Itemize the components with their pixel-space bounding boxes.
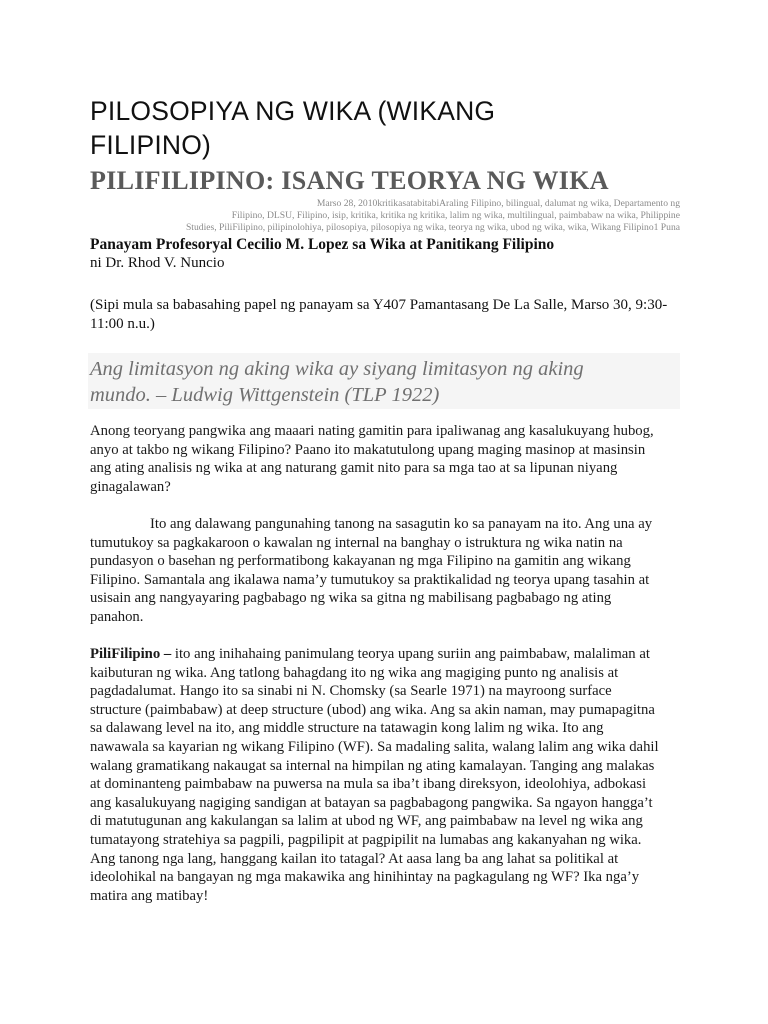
paragraph-line: matira ang matibay!: [90, 887, 209, 904]
paragraph-line: ideolohikal na bangayan ng mga makawika ang hinihintay na pagkagulang ng WF? Ika nga’y: [90, 869, 640, 886]
lecture-heading: Panayam Profesoryal Cecilio M. Lopez sa Wika at Panitikang Filipino: [90, 236, 555, 253]
article-subtitle: PILIFILIPINO: ISANG TEORYA NG WIKA: [90, 166, 609, 195]
paragraph-line: Ang tanong nga lang, hanggang kailan ito tatagal? At aasa lang ba ang lahat sa politikal at: [90, 850, 619, 867]
epigraph-quote: [90, 356, 680, 408]
title-line: PILOSOPIYA NG WIKA (WIKANG: [90, 96, 496, 126]
paragraph-line: sa dalawang level na ito, ang middle structure na tatawagin kong lalim ng wika. Ito ang: [90, 720, 604, 737]
paragraph-line: nawawala sa kayarian ng wikang Filipino (WF). Sa madaling salita, walang lalim ang wika dahil: [90, 738, 659, 755]
paragraph-line: pagdadalumat. Hango ito sa sinabi ni N. Chomsky (sa Searle 1971) na mayroong surface: [90, 683, 612, 700]
excerpt-note: [90, 296, 680, 334]
excerpt-line: 11:00 n.u.): [90, 316, 155, 332]
meta-line[interactable]: Filipino, DLSU, Filipino, isip, kritika, kritika ng kritika, lalim ng wika, multilingual, paimbabaw na wika, Philippine: [231, 210, 680, 221]
paragraph-line: kaibuturan ng wika. Ang tatlong bahagdang ito ng wika ang magiging punto ng analisis at: [90, 664, 619, 681]
paragraph-line-rest: ito ang inihahaing panimulang teorya upang suriin ang paimbabaw, malaliman at: [171, 646, 650, 662]
page-title: [90, 94, 680, 162]
paragraph-line: Ito ang dalawang pangunahing tanong na sasagutin ko sa panayam na ito. Ang una ay: [150, 516, 653, 532]
paragraph-3: [90, 645, 680, 905]
paragraph-line-first: [90, 645, 680, 664]
paragraph-1: [90, 422, 680, 496]
excerpt-line: (Sipi mula sa babasahing papel ng panayam sa Y407 Pamantasang De La Salle, Marso 30, 9:30-: [90, 297, 668, 313]
paragraph-line: usisain ang nangyayaring pagbabago ng wika sa gitna ng mabilisang pagbabago ng ating: [90, 590, 612, 607]
author-byline: ni Dr. Rhod V. Nuncio: [90, 255, 225, 271]
meta-line[interactable]: Studies, PiliFilipino, pilipinolohiya, pilosopiya, pilosopiya ng wika, teorya ng wika, ubod ng wika, wika, Wikang Filipino1 Puna: [185, 222, 680, 233]
post-meta: [90, 198, 680, 234]
paragraph-line: Filipino. Samantala ang ikalawa nama’y tumutukoy sa praktikalidad ng teorya upang tasahin at: [90, 571, 650, 588]
paragraph-line: ginagalawan?: [90, 478, 171, 495]
paragraph-2: [90, 515, 680, 627]
title-line: FILIPINO): [90, 130, 212, 160]
paragraph-line: structure (paimbabaw) at deep structure (ubod) ang wika. Ang sa akin naman, may pumapagitna: [90, 701, 655, 718]
paragraph-line: pundasyon o basehan ng performatibong kakayanan ng mga Filipino na gamitin ang wikang: [90, 553, 631, 570]
paragraph-line: panahon.: [90, 608, 144, 625]
term-lead: PiliFilipino –: [90, 646, 172, 662]
paragraph-line: ang kasalukuyang nagiging sandigan at batayan sa pagbabagong pangwika. Sa ngayon hangga’t: [90, 794, 653, 811]
paragraph-line: walang gramatikang nakaugat sa internal na himpilan ng ating kamalayan. Tanging ang malakas: [90, 757, 655, 774]
quote-line: Ang limitasyon ng aking wika ay siyang limitasyon ng aking: [90, 358, 584, 380]
paragraph-line: tumutukoy sa pagkakaroon o kawalan ng internal na banghay o istruktura ng wika natin na: [90, 534, 623, 551]
paragraph-line: ang ating analisis ng wika at ang naturang gamit nito para sa mga tao at sa lipunan niyang: [90, 460, 618, 477]
paragraph-line: tumatayong stratehiya sa pagpili, pagpilipit at pagpipilit na lumabas ang kakanyahan ng wika.: [90, 831, 642, 848]
meta-line[interactable]: Marso 28, 2010kritikasatabitabiAraling Filipino, bilingual, dalumat ng wika, Departamento ng: [316, 198, 680, 209]
paragraph-line: Anong teoryang pangwika ang maaari nating gamitin para ipaliwanag ang kasalukuyang hubog,: [90, 423, 654, 439]
quote-line: mundo. – Ludwig Wittgenstein (TLP 1922): [90, 384, 440, 406]
paragraph-line: di matutugunan ang kakulangan sa lalim at ubod ng WF, ang paimbabaw na level ng wika ang: [90, 813, 643, 830]
paragraph-line: anyo at takbo ng wikang Filipino? Paano ito makatutulong upang maging masinop at masinsin: [90, 441, 646, 458]
paragraph-line: at dominanteng paimbabaw na puwersa na mula sa iba’t ibang direksyon, ideolohiya, adbokasi: [90, 776, 647, 793]
